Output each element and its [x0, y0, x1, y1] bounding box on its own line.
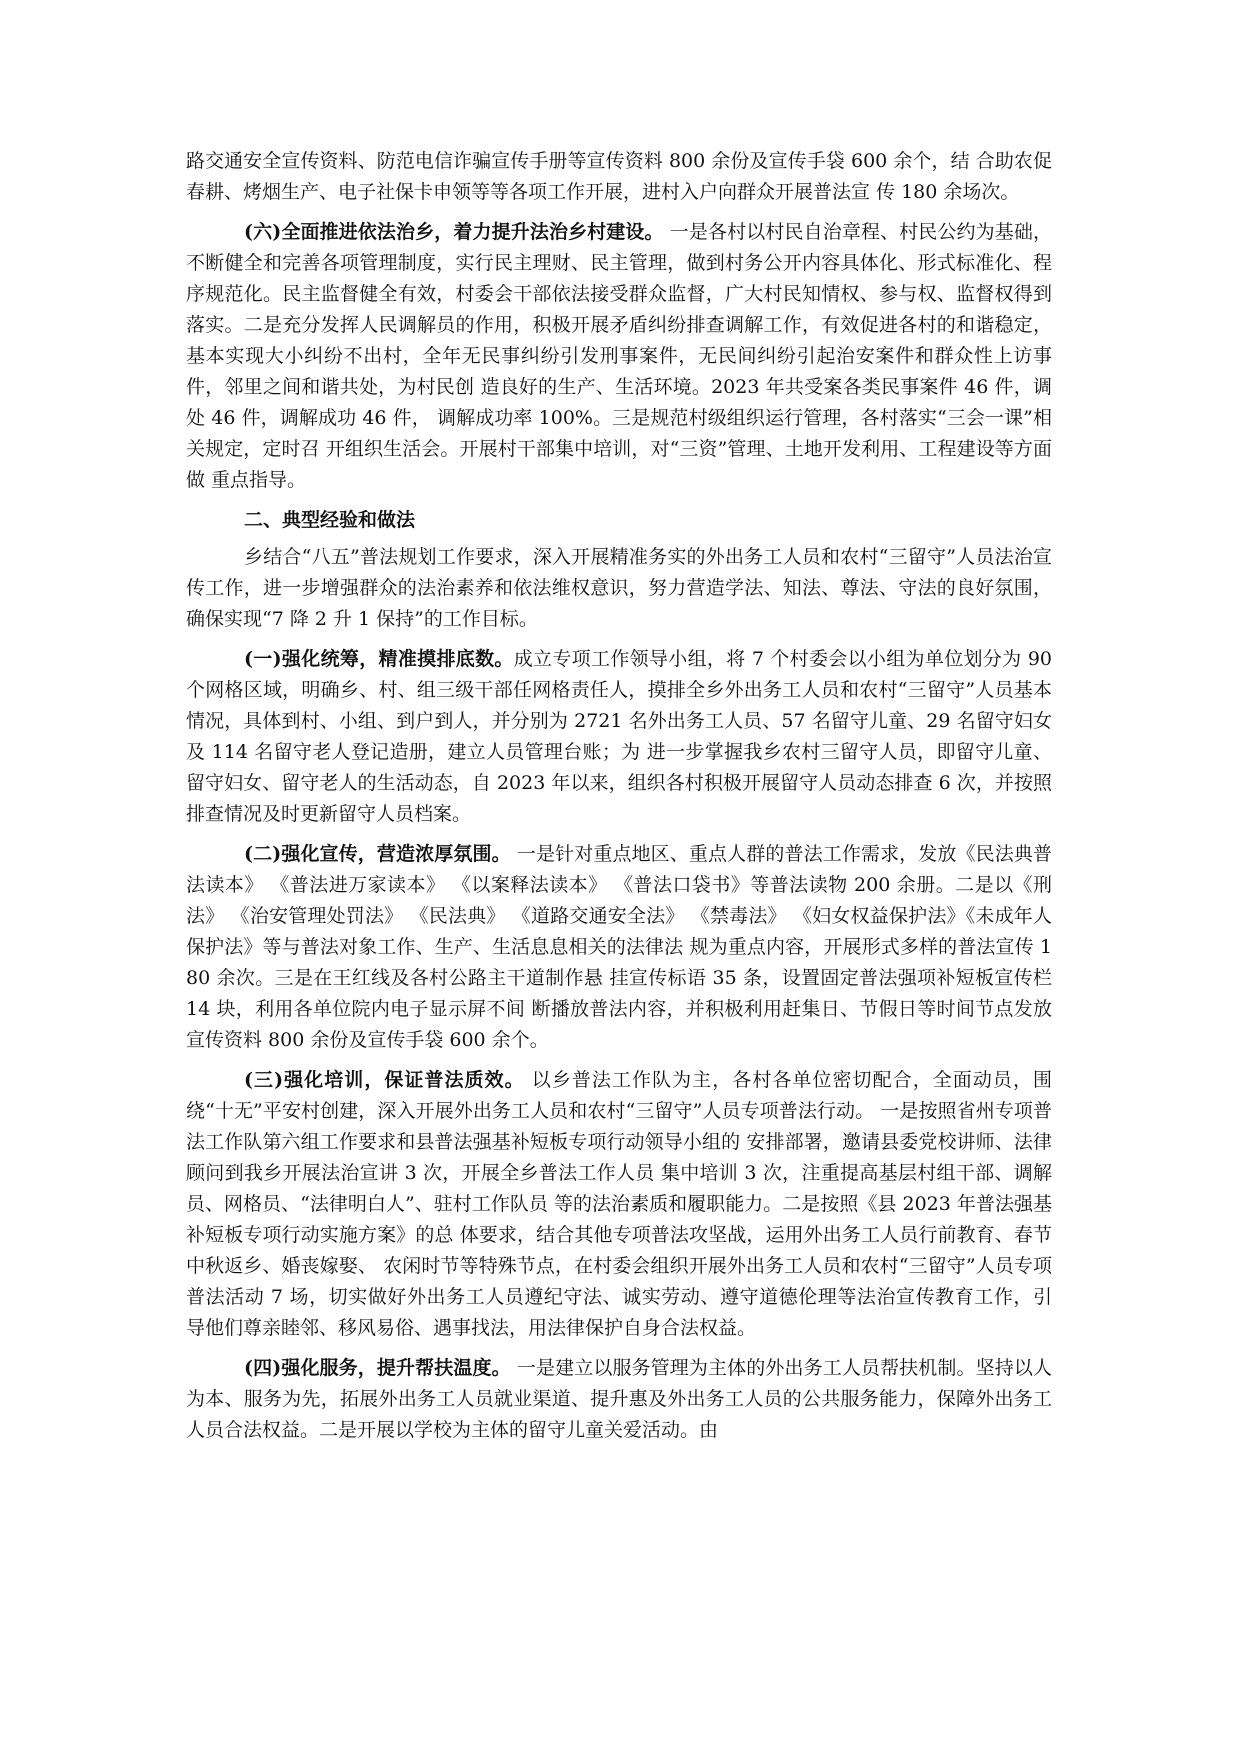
paragraph-services — [186, 1353, 1052, 1446]
paragraph-training — [186, 1065, 1052, 1344]
paragraph-intro — [186, 542, 1052, 635]
paragraph-text: 乡结合“八五”普法规划工作要求，深入开展精准务实的外出务工人员和农村“三留守”人员法治宣传工作，进一步增强群众的法治素养和依法维权意识，努力营造学法、知法、尊法、守法的良好氛围，确保实现“7 降 2 升 1 保持”的工作目标。 — [186, 546, 1052, 630]
section-subtitle: (四)强化服务，提升帮扶温度。 — [244, 1357, 511, 1379]
paragraph-text: 路交通安全宣传资料、防范电信诈骗宣传手册等宣传资料 800 余份及宣传手袋 600 余个，结 合助农促春耕、烤烟生产、电子社保卡申领等等各项工作开展，进村入户向群众开展普法宣 传 180 余场次。 — [186, 150, 1052, 203]
paragraph-coordination — [186, 644, 1052, 830]
paragraph-rule-of-law-village — [186, 217, 1052, 496]
paragraph-text: 一是针对重点地区、重点人群的普法工作需求，发放《民法典普法读本》 《普法进万家读本》 《以案释法读本》 《普法口袋书》等普法读物 200 余册。二是以《刑法》 《治安管理处罚法》 《民法典》 《道路交通安全法》 《禁毒法》 《妇女权益保护法》《未成年人保护法》等与普法对象工作、生产、生活息息相关的法律法 规为重点内容，开展形式多样的普法宣传 180 余次。三是在王红线及各村公路主干道制作悬 挂宣传标语 35 条，设置固定普法强项补短板宣传栏 14 块，利用各单位院内电子显示屏不间 断播放普法内容，并积极利用赶集日、节假日等时间节点发放宣传资料 800 余份及宣传手袋 600 余个。 — [186, 843, 1052, 1051]
paragraph-publicity — [186, 839, 1052, 1056]
paragraph-text: 一是各村以村民自治章程、村民公约为基础，不断健全和完善各项管理制度，实行民主理财、民主管理，做到村务公开内容具体化、形式标准化、程序规范化。民主监督健全有效，村委会干部依法接受群众监督，广大村民知情权、参与权、监督权得到落实。二是充分发挥人民调解员的作用，积极开展矛盾纠纷排查调解工作，有效促进各村的和谐稳定，基本实现大小纠纷不出村，全年无民事纠纷引发刑事案件，无民间纠纷引起治安案件和群众性上访事件，邻里之间和谐共处，为村民创 造良好的生产、生活环境。2023 年共受案各类民事案件 46 件，调处 46 件，调解成功 46 件， 调解成功率 100%。三是规范村级组织运行管理，各村落实“三会一课”相关规定，定时召 开组织生活会。开展村干部集中培训，对“三资”管理、土地开发利用、工程建设等方面做 重点指导。 — [186, 221, 1052, 491]
section-subtitle: (六)全面推进依法治乡，着力提升法治乡村建设。 — [244, 221, 664, 243]
document-body — [186, 146, 1052, 1455]
section-subtitle: (一)强化统筹，精准摸排底数。 — [244, 648, 514, 670]
paragraph-text: 成立专项工作领导小组，将 7 个村委会以小组为单位划分为 90 个网格区域，明确乡、村、组三级干部任网格责任人，摸排全乡外出务工人员和农村“三留守”人员基本情况，具体到村、小组、到户到人，并分别为 2721 名外出务工人员、57 名留守儿童、29 名留守妇女及 114 名留守老人登记造册，建立人员管理台账；为 进一步掌握我乡农村三留守人员，即留守儿童、留守妇女、留守老人的生活动态，自 2023 年以来，组织各村积极开展留守人员动态排查 6 次，并按照排查情况及时更新留守人员档案。 — [186, 648, 1052, 825]
paragraph-text: 以乡普法工作队为主，各村各单位密切配合，全面动员，围绕“十无”平安村创建，深入开展外出务工人员和农村“三留守”人员专项普法行动。 一是按照省州专项普法工作队第六组工作要求和县普法强基补短板专项行动领导小组的 安排部署，邀请县委党校讲师、法律顾问到我乡开展法治宣讲 3 次，开展全乡普法工作人员 集中培训 3 次，注重提高基层村组干部、调解员、网格员、“法律明白人”、驻村工作队员 等的法治素质和履职能力。二是按照《县 2023 年普法强基补短板专项行动实施方案》的总 体要求，结合其他专项普法攻坚战，运用外出务工人员行前教育、春节中秋返乡、婚丧嫁娶、 农闲时节等特殊节点，在村委会组织开展外出务工人员和农村“三留守”人员专项普法活动 7 场，切实做好外出务工人员遵纪守法、诚实劳动、遵守道德伦理等法治宣传教育工作，引 导他们尊亲睦邻、移风易俗、遇事找法，用法律保护自身合法权益。 — [186, 1069, 1052, 1339]
paragraph-text: 一是建立以服务管理为主体的外出务工人员帮扶机制。坚持以人为本、服务为先，拓展外出务工人员就业渠道、提升惠及外出务工人员的公共服务能力，保障外出务工人员合法权益。二是开展以学校为主体的留守儿童关爱活动。由 — [186, 1357, 1052, 1441]
section-subtitle: (二)强化宣传，营造浓厚氛围。 — [244, 843, 511, 865]
section-heading: 二、典型经验和做法 — [244, 509, 416, 531]
paragraph-continuation — [186, 146, 1052, 208]
section-subtitle: (三)强化培训，保证普法质效。 — [244, 1069, 525, 1091]
